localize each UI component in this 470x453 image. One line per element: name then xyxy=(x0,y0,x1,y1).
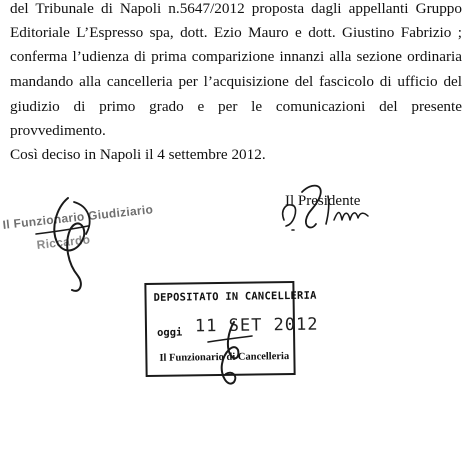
paragraph-line: Editoriale L’Espresso spa, dott. Ezio Mauro e dott. Giustino Fabrizio ; xyxy=(10,24,462,41)
faded-stamp-line: Riccardo xyxy=(36,232,91,252)
paragraph-line: conferma l’udienza di prima comparizione innanzi alla sezione ordinaria xyxy=(10,48,462,65)
paragraph-line: mandando alla cancelleria per l’acquisizione del fascicolo di ufficio del xyxy=(10,73,462,90)
official-signature xyxy=(28,190,118,300)
paragraph-line: giudizio di primo grado e per le comunicazioni del presente xyxy=(10,98,462,115)
paragraph-line: del Tribunale di Napoli n.5647/2012 proposta dagli appellanti Gruppo xyxy=(10,0,462,17)
stamp-oggi-label: oggi xyxy=(156,326,183,339)
president-label: Il Presidente xyxy=(285,193,361,209)
paragraph-line: provvedimento. xyxy=(10,122,106,139)
faded-stamp-line: Il Funzionario Giudiziario xyxy=(2,202,154,232)
president-signature xyxy=(272,180,382,240)
stamp-title: DEPOSITATO IN CANCELLERIA xyxy=(153,289,317,304)
stamp-date: 11 SET 2012 xyxy=(194,314,319,337)
closing-line: Così deciso in Napoli il 4 settembre 2012. xyxy=(10,146,266,163)
stamp-signature xyxy=(200,318,260,398)
stamp-role: Il Funzionario di Cancelleria xyxy=(159,351,290,364)
